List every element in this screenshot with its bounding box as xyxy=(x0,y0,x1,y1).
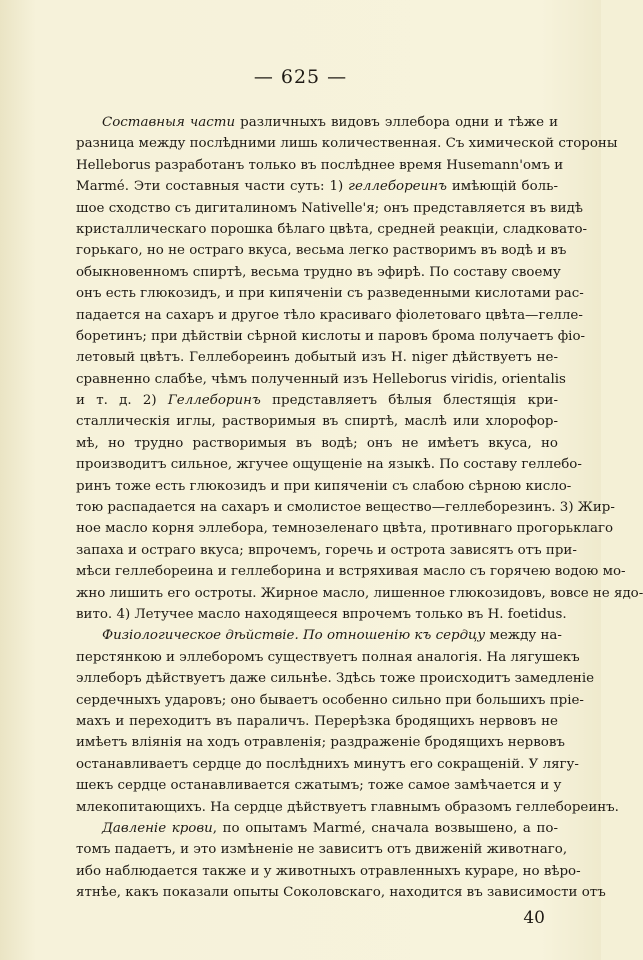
text-run: различныхъ видовъ эллебора одни и тѣже и xyxy=(235,115,558,130)
italic-run: Физіологическое дѣйствіе. По отношенію къ сердцу xyxy=(102,628,486,644)
italic-run: Составныя части xyxy=(102,115,236,130)
text-line xyxy=(76,497,615,518)
text-run: Marmé. Эти составныя части суть: 1) xyxy=(76,179,349,195)
signature-mark: 40 xyxy=(523,908,545,928)
text-line xyxy=(76,625,562,646)
text-run: сравненно слабѣе, чѣмъ полученный изъ Helleborus viridis, orientalis xyxy=(76,371,566,387)
text-line xyxy=(76,668,595,689)
text-run: ринъ тоже есть глюкозидъ и при кипяченіи съ слабою сѣрною кисло- xyxy=(76,478,572,494)
body-text xyxy=(76,112,643,903)
text-line xyxy=(76,411,558,432)
text-run: падается на сахаръ и другое тѣло красиваго фіолетоваго цвѣта—гелле- xyxy=(76,307,583,323)
italic-run: Давленіе крови xyxy=(102,820,213,836)
text-line xyxy=(76,155,564,176)
text-run: сталлическія иглы, растворимыя въ спиртѣ, маслѣ или хлорофор- xyxy=(76,414,558,430)
text-run: останавливаетъ сердце до послѣднихъ минутъ его сокращеній. У лягу- xyxy=(76,756,579,772)
text-line xyxy=(76,882,606,903)
page-number: — 625 — xyxy=(253,66,348,88)
text-line xyxy=(76,454,582,475)
text-run: кристаллическаго порошка бѣлаго цвѣта, средней реакціи, сладковато- xyxy=(76,221,588,237)
text-run: ное масло корня эллебора, темнозеленаго цвѣта, противнаго прогорьклаго xyxy=(76,521,614,537)
text-run: тою распадается на сахаръ и смолистое вещество—геллеборезинъ. 3) Жир- xyxy=(76,500,615,516)
text-line xyxy=(76,198,583,219)
text-run: мѣ, но трудно растворимыя въ водѣ; онъ не имѣетъ вкуса, но xyxy=(76,435,558,451)
text-run: имѣющій боль- xyxy=(446,179,558,195)
text-line xyxy=(76,518,614,539)
text-line xyxy=(76,240,567,261)
text-line xyxy=(76,262,561,283)
text-line xyxy=(76,176,558,197)
text-run: ибо наблюдается также и у животныхъ отравленныхъ кураре, но вѣро- xyxy=(76,863,581,879)
text-run: Helleborus разработанъ только въ послѣднее время Husemann'омъ и xyxy=(76,157,564,173)
text-line xyxy=(76,711,558,732)
text-line xyxy=(76,347,558,368)
text-line xyxy=(76,369,566,390)
text-run: обыкновенномъ спиртѣ, весьма трудно въ эфирѣ. По составу своему xyxy=(76,264,561,280)
italic-run: Геллеборинъ xyxy=(167,393,261,409)
text-line xyxy=(76,390,558,411)
text-run: разница между послѣдними лишь количественная. Съ химической стороны xyxy=(76,136,618,152)
text-line xyxy=(76,133,618,154)
text-run: томъ падаетъ, и это измѣненіе не зависитъ отъ движеній животнаго, xyxy=(76,842,568,858)
text-line xyxy=(76,690,584,711)
text-line xyxy=(76,647,580,668)
text-line xyxy=(76,283,584,304)
text-line xyxy=(76,305,583,326)
text-run: жно лишить его остроты. Жирное масло, лишенное глюкозидовъ, вовсе не ядо- xyxy=(76,585,643,601)
text-line xyxy=(76,326,586,347)
text-run: махъ и переходитъ въ параличъ. Перерѣзка бродящихъ нервовъ не xyxy=(76,713,558,729)
text-run: млекопитающихъ. На сердце дѣйствуетъ главнымъ образомъ геллебореинъ. xyxy=(76,799,619,815)
text-run: и т. д. 2) xyxy=(76,393,168,409)
text-line xyxy=(76,839,568,860)
text-line xyxy=(76,561,626,582)
text-run: представляетъ бѣлыя блестящія кри- xyxy=(260,393,558,409)
text-run: шекъ сердце останавливается сжатымъ; тоже самое замѣчается и у xyxy=(76,778,562,794)
text-run: мѣси геллебореина и геллеборина и встряхивая масло съ горячею водою мо- xyxy=(76,564,626,580)
text-line xyxy=(76,732,565,753)
text-line xyxy=(76,433,558,454)
text-line xyxy=(76,861,581,882)
italic-run: геллебореинъ xyxy=(348,179,447,195)
text-line xyxy=(76,604,567,625)
text-line xyxy=(76,775,562,796)
text-line xyxy=(76,112,558,133)
text-line xyxy=(76,818,558,839)
text-run: онъ есть глюкозидъ, и при кипяченіи съ разведенными кислотами рас- xyxy=(76,286,584,302)
text-line xyxy=(76,583,643,604)
text-run: боретинъ; при дѣйствіи сѣрной кислоты и паровъ брома получаетъ фіо- xyxy=(76,328,586,344)
text-run: между на- xyxy=(485,628,562,644)
text-run: шое сходство съ дигиталиномъ Nativelle'я; онъ представляется въ видѣ xyxy=(76,200,583,216)
text-run: перстянкою и эллеборомъ существуетъ полная аналогія. На лягушекъ xyxy=(76,649,580,665)
text-run: вито. 4) Летучее масло находящееся впрочемъ только въ H. foetidus. xyxy=(76,606,567,622)
text-line xyxy=(76,797,619,818)
text-run: ятнѣе, какъ показали опыты Соколовскаго, находится въ зависимости отъ xyxy=(76,885,606,901)
text-run: имѣетъ вліянія на ходъ отравленія; раздраженіе бродящихъ нервовъ xyxy=(76,735,565,751)
text-run: эллеборъ дѣйствуетъ даже сильнѣе. Здѣсь тоже происходитъ замедленіе xyxy=(76,671,595,687)
text-line xyxy=(76,540,577,561)
text-run: горькаго, но не остраго вкуса, весьма легко растворимъ въ водѣ и въ xyxy=(76,243,567,259)
text-line xyxy=(76,476,572,497)
text-run: запаха и остраго вкуса; впрочемъ, горечь и острота зависятъ отъ при- xyxy=(76,542,577,558)
text-line xyxy=(76,219,588,240)
text-run: летовый цвѣтъ. Геллебореинъ добытый изъ H. niger дѣйствуетъ не- xyxy=(76,350,558,366)
text-run: производитъ сильное, жгучее ощущеніе на языкѣ. По составу геллебо- xyxy=(76,457,582,473)
text-run: сердечныхъ ударовъ; оно бываетъ особенно сильно при большихъ пріе- xyxy=(76,692,584,708)
text-line xyxy=(76,754,579,775)
text-run: , по опытамъ Marmé, сначала возвышено, а по- xyxy=(212,820,558,836)
